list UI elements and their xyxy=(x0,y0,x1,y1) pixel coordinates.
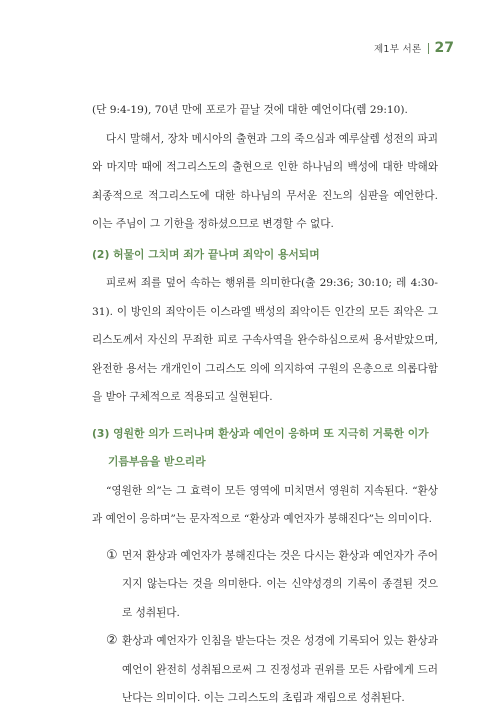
list-item-text: 먼저 환상과 예언자가 봉해진다는 것은 다시는 환상과 예언자가 주어지지 않는다는 것을 의미한다. 이는 신약성경의 기록이 종결된 것으로 성취된다. xyxy=(122,549,438,619)
paragraph-eternal-righteousness: “영원한 의”는 그 효력이 모든 영역에 미치면서 영원히 지속된다. “환상과 예언이 응하며”는 문자적으로 “환상과 예언자가 봉해진다”는 의미이다. xyxy=(92,484,438,525)
section-heading-3: (3) 영원한 의가 드러나며 환상과 예언이 응하며 또 지극히 거룩한 이가 기름부음을 받으리라 xyxy=(92,426,429,468)
list-item xyxy=(106,627,438,713)
header-section-title: 제1부 서론 xyxy=(373,44,422,55)
list-item-number: ② xyxy=(106,633,118,648)
paragraph-continuation: (단 9:4-19), 70년 만에 포로가 끝날 것에 대한 예언이다(렘 29:10). xyxy=(92,104,408,116)
list-item-number: ① xyxy=(106,547,118,563)
paragraph-atonement: 피로써 죄를 덮어 속하는 행위를 의미한다(출 29:36; 30:10; 레 4:30-31). 이 방인의 죄악이든 이스라엘 백성의 죄악이든 인간의 모든 죄악은 그리스도께서 자신의 무죄한 피로 구속사역을 완수하심으로써 용서받았으며, 완전한 용서는 개개인이 그리스도 의에 의지하여 구원의 은총으로 의롭다함을 받아 구체적으로 적용되고 실현된다. xyxy=(92,277,438,403)
paragraph-prophecy-summary: 다시 말해서, 장차 메시아의 출현과 그의 죽으심과 예루살렘 성전의 파괴와 마지막 때에 적그리스도의 출현으로 인한 하나님의 백성에 대한 박해와 최종적으로 적그리스도에 대한 하나님의 무서운 진노의 심판을 예언한다. 이는 주님이 그 기한을 정하셨으므로 변경할 수 없다. xyxy=(92,132,438,230)
page-number: 27 xyxy=(434,40,454,56)
running-header xyxy=(374,40,454,56)
list-item xyxy=(106,542,438,628)
page-body xyxy=(92,96,438,713)
section-heading-2: (2) 허물이 그치며 죄가 끝나며 죄악이 용서되며 xyxy=(92,247,320,261)
numbered-list xyxy=(106,542,438,713)
header-divider xyxy=(428,43,429,54)
list-item-text: 환상과 예언자가 인침을 받는다는 것은 성경에 기록되어 있는 환상과 예언이 완전히 성취됨으로써 그 진정성과 권위를 모든 사람에게 드러난다는 의미이다. 이는 그리스도의 초림과 재림으로 성취된다. xyxy=(122,635,438,704)
